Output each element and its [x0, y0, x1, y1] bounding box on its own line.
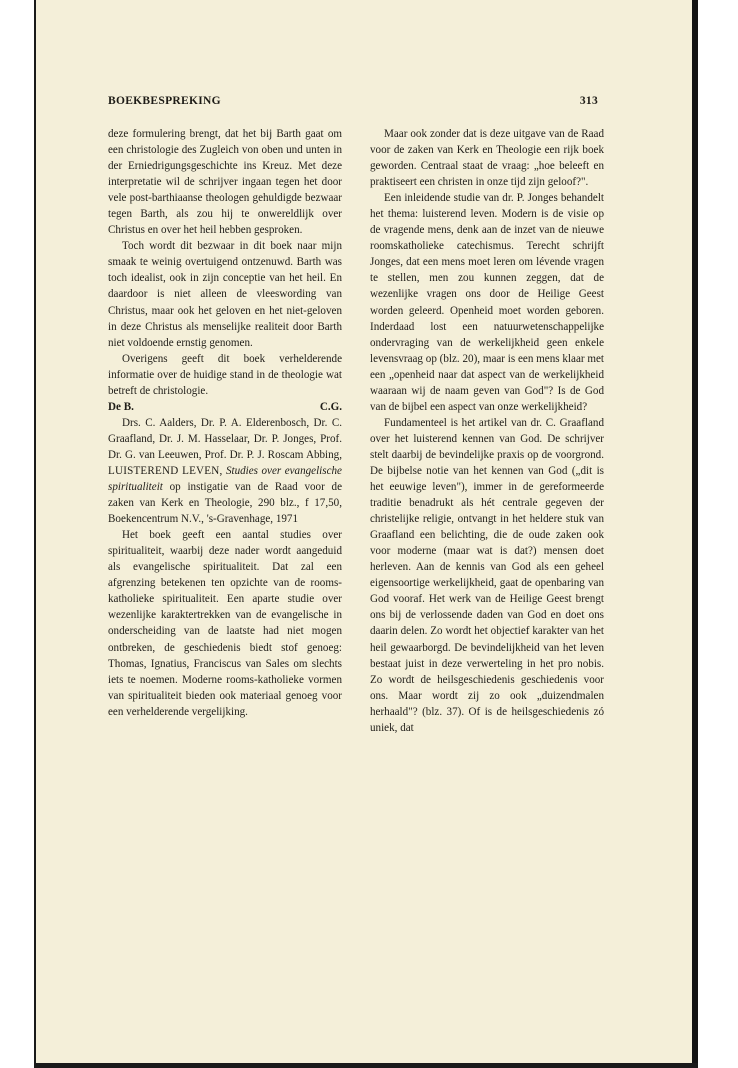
reference-authors: Drs. C. Aalders, Dr. P. A. Elderenbosch, Dr. C. Graafland, Dr. J. M. Hasselaar, Dr. P. Jonges, Prof. Dr. G. van Leeuwen, Prof. Dr. P. J. Roscam Abbing, — [108, 416, 342, 461]
reference-subtitle: Studies over evangelische spiritualiteit — [108, 464, 342, 494]
paragraph: Toch wordt dit bezwaar in dit boek naar mijn smaak te weinig overtuigend ontzenuwd. Barth was toch idealist, ook in zijn conceptie van het heil. En daardoor is niet alleen de vleeswording van Christus, maar ook het geloven en het niet-geloven in deze Christus als menselijke realiteit door Barth niet voldoende ernstig genomen. — [108, 240, 342, 349]
book-reference — [108, 415, 342, 527]
paragraph: Fundamenteel is het artikel van dr. C. Graafland over het luisterend kennen van God. De schrijver stelt daarbij de bevindelijke praxis op de voorgrond. De bijbelse notie van het kennen van God („dit is het eeuwige leven"), immer in de gereformeerde traditie benadrukt als hét centrale gegeven der christelijke religie, ontvangt in het heldere stuk van Graafland een belichting, die de oude zaken ook voor moderne (maar wat is dat?) mensen doet herleven. Aan de kennis van God als een geheel eigensoortige werkelijkheid, gaat de openbaring van God vooraf. Het werk van de Heilige Geest brengt ons bij de verlossende daden van God en doet ons daarin delen. Zo wordt het objectief karakter van het heil gewaarborgd. De bevindelijkheid van het leven bestaat juist in deze verwerteling in het pro nobis. Zo wordt de heilsgeschiedenis geschiedenis voor ons. Maar wordt zij zo ook „duizendmalen herhaald"? (blz. 37). Of is de heilsgeschiedenis zó uniek, dat — [370, 416, 604, 734]
scan-margin-right — [698, 0, 738, 1068]
review-signature — [108, 399, 342, 415]
left-column — [108, 126, 342, 720]
paragraph: Maar ook zonder dat is deze uitgave van de Raad voor de zaken van Kerk en Theologie een rijk boek geworden. Centraal staat de vraag: „hoe beleeft en praktiseert een christen in onze tijd zijn geloof?". — [370, 128, 604, 189]
paragraph: Een inleidende studie van dr. P. Jonges behandelt het thema: luisterend leven. Modern is de visie op de vragende mens, denk aan de inzet van de nieuwe roomskatholieke catechismus. Terecht schrijft Jonges, dat een mens moet leren om lévende vragen te stellen, men zou kunnen zeggen, dat de wezenlijke vragen ons door de Heilige Geest worden geleerd. Openheid moet worden geboren. Inderdaad lost een natuurwetenschappelijke ondervraging van de werkelijkheid geen enkele levensvraag op (blz. 20), maar is een mens klaar met een „openheid naar dat aspect van de werkelijkheid waaraan wij de naam geven van God"? Is de God van de bijbel een aspect van onze werkelijkheid? — [370, 192, 604, 413]
page-bottom-edge — [36, 1063, 698, 1068]
paragraph: Het boek geeft een aantal studies over spiritualiteit, waarbij deze nader wordt aangeduid als evangelische spiritualiteit. Dat zal een afgrenzing betekenen ten opzichte van de rooms-katholieke spiritualiteit. Een aparte studie over wezenlijke karaktertrekken van de evangelische in onderscheiding van de laatste had niet mogen ontbreken, de geschiedenis biedt stof genoeg: Thomas, Ignatius, Franciscus van Sales om slechts iets te noemen. Moderne rooms-katholieke vormen van spiritualiteit bieden ook materiaal genoeg voor een verhelderende vergelijking. — [108, 529, 342, 718]
reference-details: op instigatie van de Raad voor de zaken van Kerk en Theologie, 290 blz., f 17,50, Boekencentrum N.V., 's-Gravenhage, 1971 — [108, 481, 342, 526]
signature-left: De B. — [108, 400, 134, 413]
right-column — [370, 126, 604, 736]
paragraph: Overigens geeft dit boek verhelderende informatie over de huidige stand in de theologie wat betreft de christologie. — [108, 352, 342, 397]
section-title: BOEKBESPREKING — [108, 95, 221, 107]
signature-right: C.G. — [319, 400, 342, 413]
page-number: 313 — [579, 95, 598, 107]
paragraph: deze formulering brengt, dat het bij Barth gaat om een christologie des Zugleich von oben und unten in der Erniedrigungsgeschichte ins Kreuz. Met deze interpretatie wil de schrijver ingaan tegen het door vele post-barthiaanse theologen gehuldigde bezwaar tegen Barth, als zou hij te onwereldlijk over Christus en over het heil hebben gesproken. — [108, 128, 342, 237]
running-head — [108, 95, 598, 107]
reference-title: LUISTEREND LEVEN, — [108, 464, 223, 477]
